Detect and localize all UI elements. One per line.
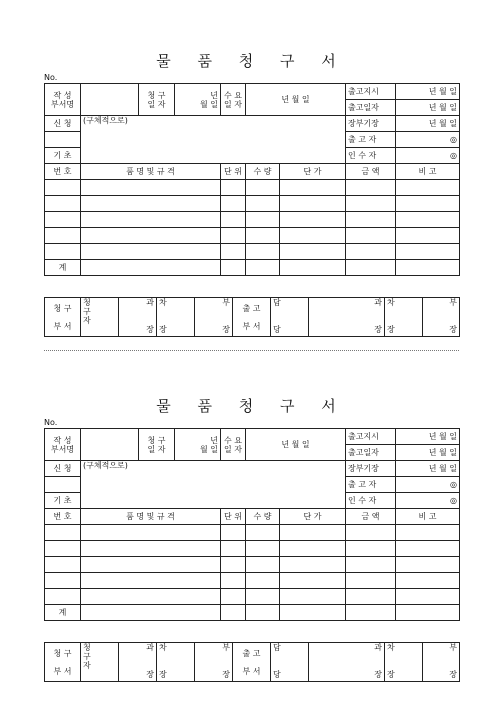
head-sign-cell[interactable]: 부 장	[195, 298, 233, 337]
col-amount: 금 액	[346, 509, 396, 525]
request-date-cell[interactable]: 년 월 일	[175, 429, 221, 461]
requester-sign-cell[interactable]: 청 구 자	[81, 298, 119, 337]
release-date-value[interactable]: 년 월 일	[396, 100, 460, 116]
section-chief-2-sign-cell[interactable]: 과 장	[309, 643, 385, 682]
release-date-label: 출고일자	[346, 100, 396, 116]
reason-label-top: 신 청	[45, 461, 81, 477]
ledger-entry-label: 장부기장	[346, 461, 396, 477]
item-quantity-cell[interactable]	[246, 541, 280, 557]
need-date-cell[interactable]: 년 월 일	[246, 84, 346, 116]
item-price-cell[interactable]	[280, 589, 346, 605]
item-quantity-cell[interactable]	[246, 589, 280, 605]
item-remarks-cell[interactable]	[396, 196, 460, 212]
head-2-sign-cell[interactable]: 부 장	[423, 298, 460, 337]
item-row	[45, 244, 460, 260]
item-row	[45, 180, 460, 196]
deputy-2-sign-cell[interactable]: 차 장	[385, 298, 423, 337]
item-amount-cell[interactable]	[346, 196, 396, 212]
item-number-cell[interactable]	[45, 589, 81, 605]
item-quantity-cell[interactable]	[246, 244, 280, 260]
author-dept-label: 작 성 부서명	[45, 429, 81, 461]
col-number: 번 호	[45, 509, 81, 525]
item-number-cell[interactable]	[45, 212, 81, 228]
item-remarks-cell[interactable]	[396, 573, 460, 589]
requisition-table	[44, 428, 460, 621]
section-chief-sign-cell[interactable]: 과 장	[119, 298, 157, 337]
item-spec-cell[interactable]	[81, 196, 221, 212]
item-remarks-cell[interactable]	[396, 557, 460, 573]
item-quantity-cell[interactable]	[246, 228, 280, 244]
item-price-cell[interactable]	[280, 228, 346, 244]
need-date-label: 수 요 일 자	[221, 429, 246, 461]
total-amount-cell[interactable]	[346, 260, 396, 276]
item-unit-cell[interactable]	[221, 557, 246, 573]
cut-line	[44, 350, 459, 351]
officer-sign-cell[interactable]: 담 당	[271, 643, 309, 682]
item-spec-cell[interactable]	[81, 589, 221, 605]
item-price-cell[interactable]	[280, 573, 346, 589]
item-spec-cell[interactable]	[81, 525, 221, 541]
need-date-label: 수 요 일 자	[221, 84, 246, 116]
item-quantity-cell[interactable]	[246, 573, 280, 589]
item-price-cell[interactable]	[280, 557, 346, 573]
item-unit-cell[interactable]	[221, 589, 246, 605]
total-unit-cell[interactable]	[221, 260, 246, 276]
item-number-cell[interactable]	[45, 244, 81, 260]
item-unit-cell[interactable]	[221, 228, 246, 244]
item-number-cell[interactable]	[45, 573, 81, 589]
item-amount-cell[interactable]	[346, 557, 396, 573]
release-person-label: 출 고 자	[346, 477, 396, 493]
item-price-cell[interactable]	[280, 196, 346, 212]
release-person-label: 출 고 자	[346, 132, 396, 148]
reason-label-bottom: 기 초	[45, 148, 81, 164]
col-unit-price: 단 가	[280, 509, 346, 525]
item-unit-cell[interactable]	[221, 180, 246, 196]
item-amount-cell[interactable]	[346, 244, 396, 260]
head-sign-cell[interactable]: 부 장	[195, 643, 233, 682]
item-quantity-cell[interactable]	[246, 212, 280, 228]
total-quantity-cell[interactable]	[246, 605, 280, 621]
reason-label-top: 신 청	[45, 116, 81, 132]
total-spec-cell[interactable]	[81, 260, 221, 276]
section-chief-sign-cell[interactable]: 과 장	[119, 643, 157, 682]
item-spec-cell[interactable]	[81, 228, 221, 244]
col-number: 번 호	[45, 164, 81, 180]
release-dept-label: 출 고 부 서	[233, 298, 271, 337]
form-title: 물 품 청 구 서	[156, 397, 347, 415]
item-spec-cell[interactable]	[81, 244, 221, 260]
item-row	[45, 541, 460, 557]
item-number-cell[interactable]	[45, 541, 81, 557]
item-remarks-cell[interactable]	[396, 180, 460, 196]
reason-details-cell[interactable]: (구체적으로)	[81, 461, 346, 509]
item-row	[45, 212, 460, 228]
item-number-cell[interactable]	[45, 196, 81, 212]
total-amount-cell[interactable]	[346, 605, 396, 621]
request-date-label: 청 구 일 자	[139, 84, 175, 116]
author-dept-cell[interactable]	[81, 84, 139, 116]
author-dept-cell[interactable]	[81, 429, 139, 461]
col-unit: 단 위	[221, 164, 246, 180]
item-quantity-cell[interactable]	[246, 196, 280, 212]
form-number-label: No.	[44, 73, 58, 82]
total-remarks-cell[interactable]	[396, 605, 460, 621]
receiver-label: 인 수 자	[346, 148, 396, 164]
item-quantity-cell[interactable]	[246, 180, 280, 196]
form-title: 물 품 청 구 서	[156, 52, 347, 70]
release-dept-label: 출 고 부 서	[233, 643, 271, 682]
section-chief-2-sign-cell[interactable]: 과 장	[309, 298, 385, 337]
col-amount: 금 액	[346, 164, 396, 180]
col-unit: 단 위	[221, 509, 246, 525]
request-dept-label: 청 구 부 서	[45, 643, 81, 682]
col-remarks: 비 고	[396, 164, 460, 180]
item-price-cell[interactable]	[280, 525, 346, 541]
release-order-label: 출고지시	[346, 84, 396, 100]
col-unit-price: 단 가	[280, 164, 346, 180]
item-unit-cell[interactable]	[221, 541, 246, 557]
request-dept-label: 청 구 부 서	[45, 298, 81, 337]
release-person-seal[interactable]: ◎	[396, 477, 460, 493]
total-label: 계	[45, 605, 81, 621]
item-remarks-cell[interactable]	[396, 244, 460, 260]
item-unit-cell[interactable]	[221, 212, 246, 228]
item-spec-cell[interactable]	[81, 557, 221, 573]
ledger-entry-label: 장부기장	[346, 116, 396, 132]
release-order-date[interactable]: 년 월 일	[396, 429, 460, 445]
item-price-cell[interactable]	[280, 244, 346, 260]
total-quantity-cell[interactable]	[246, 260, 280, 276]
item-remarks-cell[interactable]	[396, 212, 460, 228]
ledger-entry-date[interactable]: 년 월 일	[396, 116, 460, 132]
reason-label-bottom: 기 초	[45, 493, 81, 509]
item-number-cell[interactable]	[45, 525, 81, 541]
item-amount-cell[interactable]	[346, 541, 396, 557]
item-number-cell[interactable]	[45, 228, 81, 244]
release-person-seal[interactable]: ◎	[396, 132, 460, 148]
item-unit-cell[interactable]	[221, 244, 246, 260]
item-amount-cell[interactable]	[346, 589, 396, 605]
item-spec-cell[interactable]	[81, 541, 221, 557]
col-item-spec: 품 명 및 규 격	[81, 509, 221, 525]
item-remarks-cell[interactable]	[396, 541, 460, 557]
total-price-cell[interactable]	[280, 605, 346, 621]
item-row	[45, 228, 460, 244]
total-label: 계	[45, 260, 81, 276]
total-spec-cell[interactable]	[81, 605, 221, 621]
item-price-cell[interactable]	[280, 212, 346, 228]
item-spec-cell[interactable]	[81, 212, 221, 228]
item-number-cell[interactable]	[45, 557, 81, 573]
item-price-cell[interactable]	[280, 180, 346, 196]
receiver-seal[interactable]: ◎	[396, 148, 460, 164]
col-item-spec: 품 명 및 규 격	[81, 164, 221, 180]
head-2-sign-cell[interactable]: 부 장	[423, 643, 460, 682]
release-order-date[interactable]: 년 월 일	[396, 84, 460, 100]
receiver-seal[interactable]: ◎	[396, 493, 460, 509]
item-row	[45, 525, 460, 541]
release-date-value[interactable]: 년 월 일	[396, 445, 460, 461]
col-remarks: 비 고	[396, 509, 460, 525]
item-number-cell[interactable]	[45, 180, 81, 196]
deputy-2-sign-cell[interactable]: 차 장	[385, 643, 423, 682]
total-price-cell[interactable]	[280, 260, 346, 276]
deputy-sign-cell[interactable]: 차 장	[157, 298, 195, 337]
item-remarks-cell[interactable]	[396, 228, 460, 244]
requester-sign-cell[interactable]: 청 구 자	[81, 643, 119, 682]
item-quantity-cell[interactable]	[246, 525, 280, 541]
item-unit-cell[interactable]	[221, 573, 246, 589]
form-number-label: No.	[44, 418, 58, 427]
item-quantity-cell[interactable]	[246, 557, 280, 573]
total-remarks-cell[interactable]	[396, 260, 460, 276]
item-amount-cell[interactable]	[346, 573, 396, 589]
item-unit-cell[interactable]	[221, 525, 246, 541]
receiver-label: 인 수 자	[346, 493, 396, 509]
author-dept-label: 작 성 부서명	[45, 84, 81, 116]
total-unit-cell[interactable]	[221, 605, 246, 621]
item-remarks-cell[interactable]	[396, 589, 460, 605]
reason-label-spacer	[45, 132, 81, 148]
requisition-table	[44, 83, 460, 276]
item-spec-cell[interactable]	[81, 180, 221, 196]
request-date-cell[interactable]: 년 월 일	[175, 84, 221, 116]
item-row	[45, 557, 460, 573]
col-quantity: 수 량	[246, 164, 280, 180]
item-spec-cell[interactable]	[81, 573, 221, 589]
item-row	[45, 573, 460, 589]
request-date-label: 청 구 일 자	[139, 429, 175, 461]
reason-label-spacer	[45, 477, 81, 493]
need-date-cell[interactable]: 년 월 일	[246, 429, 346, 461]
approval-table	[44, 297, 460, 337]
item-row	[45, 589, 460, 605]
officer-sign-cell[interactable]: 담 당	[271, 298, 309, 337]
reason-details-cell[interactable]: (구체적으로)	[81, 116, 346, 164]
item-remarks-cell[interactable]	[396, 525, 460, 541]
deputy-sign-cell[interactable]: 차 장	[157, 643, 195, 682]
approval-table	[44, 642, 460, 682]
item-amount-cell[interactable]	[346, 525, 396, 541]
item-amount-cell[interactable]	[346, 212, 396, 228]
item-row	[45, 196, 460, 212]
ledger-entry-date[interactable]: 년 월 일	[396, 461, 460, 477]
col-quantity: 수 량	[246, 509, 280, 525]
release-order-label: 출고지시	[346, 429, 396, 445]
item-amount-cell[interactable]	[346, 228, 396, 244]
item-unit-cell[interactable]	[221, 196, 246, 212]
item-price-cell[interactable]	[280, 541, 346, 557]
release-date-label: 출고일자	[346, 445, 396, 461]
item-amount-cell[interactable]	[346, 180, 396, 196]
